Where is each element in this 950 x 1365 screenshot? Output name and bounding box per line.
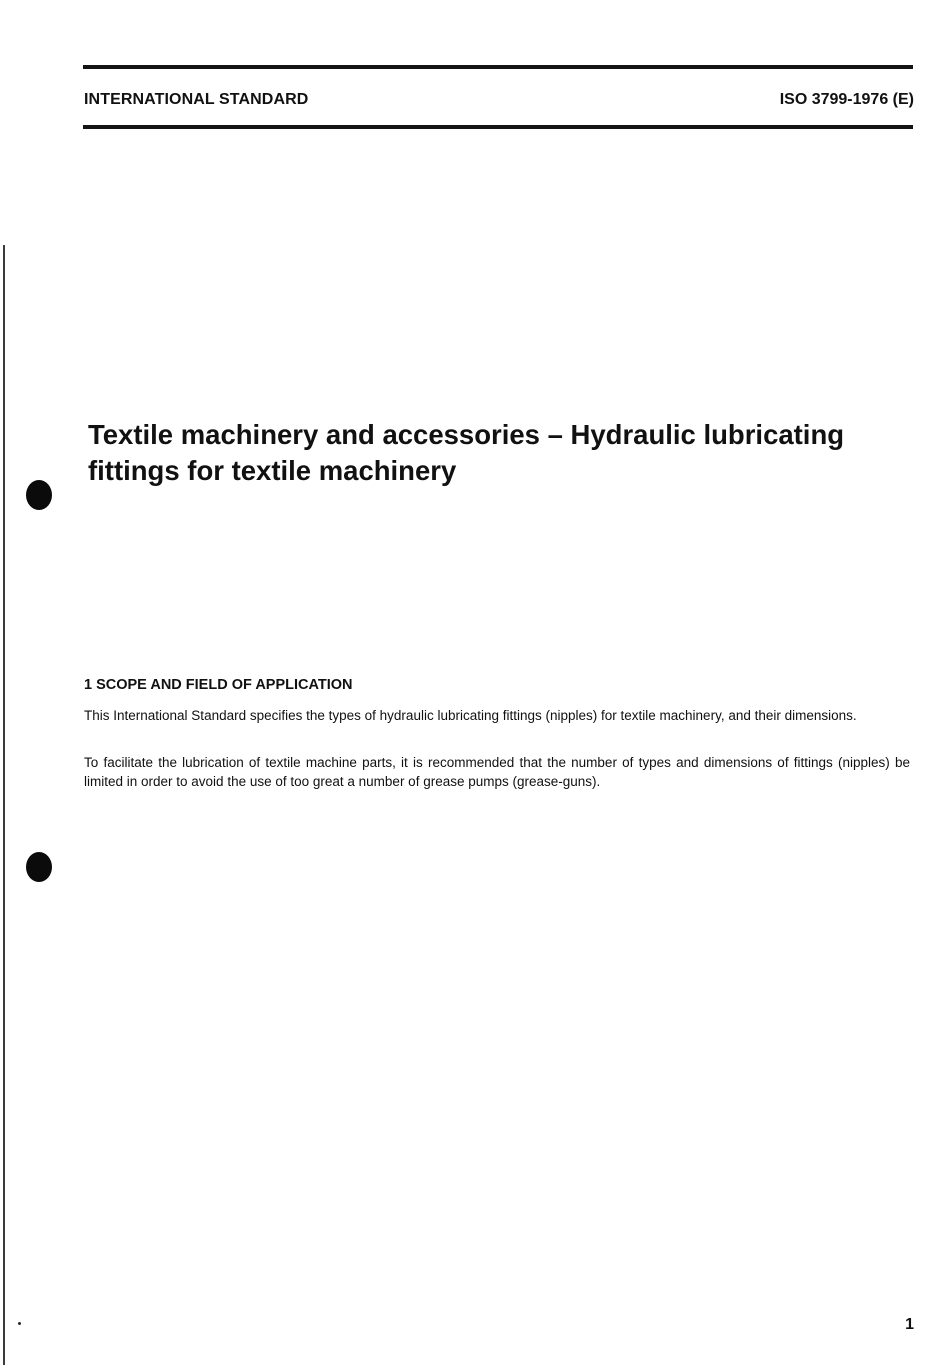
section-heading: 1 SCOPE AND FIELD OF APPLICATION [84,677,353,693]
punch-hole-bottom [26,852,52,882]
scan-edge-line [3,245,5,1365]
title-line-1: Textile machinery and accessories – Hydraulic lubricating [88,419,845,450]
header-rule-top [83,65,913,69]
scope-paragraph: This International Standard specifies the types of hydraulic lubricating fittings (nipples) for textile machinery, and their dimensions. [84,708,857,723]
recommendation-paragraph: To facilitate the lubrication of textile machine parts, it is recommended that the number of types and dimensions of fittings (nipples) be limited in order to avoid the use of too great a number of grease pumps (grease-guns). [84,755,910,789]
punch-hole-top [26,480,52,510]
header-rule-bottom [83,125,913,129]
scan-speck [18,1322,21,1325]
document-title [88,417,918,489]
title-line-2: fittings for textile machinery [88,455,457,486]
standard-type-label: INTERNATIONAL STANDARD [84,91,309,108]
standard-number: ISO 3799-1976 (E) [779,91,914,108]
page-number: 1 [905,1316,914,1333]
